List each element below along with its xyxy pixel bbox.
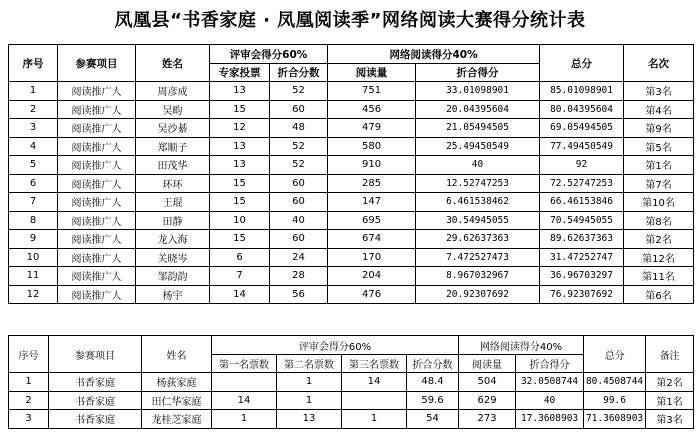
- cell-name: 王琨: [136, 193, 210, 212]
- cell-project: 阅读推广人: [58, 248, 136, 267]
- cell-votes: 15: [210, 174, 270, 193]
- cell-rscore: 60: [270, 230, 328, 249]
- family-score-table: [8, 335, 694, 429]
- cell-reads: 479: [328, 119, 416, 138]
- cell-seq: 12: [9, 285, 58, 304]
- cell-rank: 第11名: [624, 267, 694, 286]
- cell-rank: 第8名: [624, 211, 694, 230]
- header-review-group: 评审会得分60%: [210, 45, 328, 64]
- promoter-score-table: [8, 44, 694, 304]
- cell-total: 72.52747253: [540, 174, 624, 193]
- cell-reads: 751: [328, 82, 416, 101]
- cell-rscore: 56: [270, 285, 328, 304]
- cell-total: 99.6: [584, 391, 646, 410]
- header-note: 备注: [646, 336, 694, 373]
- cell-v2: 1: [277, 391, 342, 410]
- cell-votes: 13: [210, 137, 270, 156]
- header-online-score: 折合得分: [416, 64, 540, 82]
- cell-project: 阅读推广人: [58, 156, 136, 175]
- cell-reads: 695: [328, 211, 416, 230]
- header-rank: 名次: [624, 45, 694, 82]
- cell-name: 环环: [136, 174, 210, 193]
- cell-project: 阅读推广人: [58, 193, 136, 212]
- cell-note: 第1名: [646, 391, 694, 410]
- cell-rank: 第6名: [624, 285, 694, 304]
- cell-rank: 第10名: [624, 193, 694, 212]
- header-project: 参赛项目: [58, 45, 136, 82]
- cell-reads: 285: [328, 174, 416, 193]
- cell-votes: 15: [210, 193, 270, 212]
- cell-seq: 7: [9, 193, 58, 212]
- cell-name: 田仁华家庭: [142, 391, 212, 410]
- cell-name: 邹韵韵: [136, 267, 210, 286]
- cell-project: 阅读推广人: [58, 100, 136, 119]
- cell-seq: 9: [9, 230, 58, 249]
- cell-rscore: 40: [270, 211, 328, 230]
- cell-rscore: 28: [270, 267, 328, 286]
- cell-total: 36.96703297: [540, 267, 624, 286]
- cell-total: 31.47252747: [540, 248, 624, 267]
- cell-rank: 第12名: [624, 248, 694, 267]
- cell-v1: [212, 373, 277, 392]
- cell-reads: 204: [328, 267, 416, 286]
- cell-v1: 14: [212, 391, 277, 410]
- cell-project: 书香家庭: [49, 410, 142, 429]
- cell-project: 阅读推广人: [58, 82, 136, 101]
- header-review-score: 折合分数: [270, 64, 328, 82]
- table-row: [9, 174, 694, 193]
- table-row: [9, 82, 694, 101]
- cell-name: 吴沙綦: [136, 119, 210, 138]
- cell-total: 70.54945055: [540, 211, 624, 230]
- cell-rscore: 59.6: [407, 391, 459, 410]
- header-expert-votes: 专家投票: [210, 64, 270, 82]
- cell-reads: 580: [328, 137, 416, 156]
- cell-votes: 6: [210, 248, 270, 267]
- cell-votes: 12: [210, 119, 270, 138]
- cell-reads: 674: [328, 230, 416, 249]
- header-project: 参赛项目: [49, 336, 142, 373]
- table-row: [9, 156, 694, 175]
- cell-total: 76.92307692: [540, 285, 624, 304]
- table-row: [9, 193, 694, 212]
- cell-total: 77.49450549: [540, 137, 624, 156]
- cell-rscore: 52: [270, 137, 328, 156]
- cell-rank: 第2名: [624, 230, 694, 249]
- cell-oscore: 17.3608903: [516, 410, 584, 429]
- cell-v3: 1: [342, 410, 407, 429]
- cell-name: 杨宇: [136, 285, 210, 304]
- cell-seq: 1: [9, 373, 49, 392]
- table-row: [9, 373, 694, 392]
- cell-seq: 4: [9, 137, 58, 156]
- cell-oscore: 21.05494505: [416, 119, 540, 138]
- cell-oscore: 40: [516, 391, 584, 410]
- cell-note: 第2名: [646, 373, 694, 392]
- cell-votes: 10: [210, 211, 270, 230]
- cell-total: 69.05494505: [540, 119, 624, 138]
- cell-rank: 第7名: [624, 174, 694, 193]
- table-row: [9, 137, 694, 156]
- header-name: 姓名: [136, 45, 210, 82]
- cell-project: 阅读推广人: [58, 285, 136, 304]
- cell-total: 71.3608903: [584, 410, 646, 429]
- cell-rscore: 60: [270, 193, 328, 212]
- cell-votes: 15: [210, 100, 270, 119]
- cell-votes: 13: [210, 156, 270, 175]
- table-row: [9, 100, 694, 119]
- cell-votes: 15: [210, 230, 270, 249]
- cell-rscore: 48: [270, 119, 328, 138]
- cell-seq: 2: [9, 100, 58, 119]
- table-row: [9, 391, 694, 410]
- header-total: 总分: [584, 336, 646, 373]
- cell-project: 阅读推广人: [58, 119, 136, 138]
- header-online-group: 网络阅读得分40%: [328, 45, 540, 64]
- cell-seq: 5: [9, 156, 58, 175]
- cell-reads: 476: [328, 285, 416, 304]
- cell-project: 阅读推广人: [58, 211, 136, 230]
- page-title: 凤凰县“书香家庭 · 凤凰阅读季”网络阅读大赛得分统计表: [114, 10, 586, 31]
- cell-project: 阅读推广人: [58, 230, 136, 249]
- header-seq: 序号: [9, 45, 58, 82]
- table-row: [9, 211, 694, 230]
- header-second-votes: 第二名票数: [277, 355, 342, 373]
- cell-seq: 3: [9, 410, 49, 429]
- cell-oscore: 25.49450549: [416, 137, 540, 156]
- header-read-count: 阅读量: [459, 355, 516, 373]
- header-seq: 序号: [9, 336, 49, 373]
- cell-oscore: 33.01098901: [416, 82, 540, 101]
- cell-rank: 第9名: [624, 119, 694, 138]
- cell-total: 89.62637363: [540, 230, 624, 249]
- cell-name: 田茂华: [136, 156, 210, 175]
- cell-total: 80.4508744: [584, 373, 646, 392]
- table-row: [9, 267, 694, 286]
- cell-rank: 第4名: [624, 100, 694, 119]
- cell-votes: 7: [210, 267, 270, 286]
- cell-rscore: 60: [270, 174, 328, 193]
- cell-v3: [342, 391, 407, 410]
- cell-oscore: 40: [416, 156, 540, 175]
- cell-seq: 11: [9, 267, 58, 286]
- cell-project: 书香家庭: [49, 373, 142, 392]
- cell-name: 田静: [136, 211, 210, 230]
- cell-total: 80.04395604: [540, 100, 624, 119]
- cell-name: 吴畇: [136, 100, 210, 119]
- cell-rscore: 52: [270, 82, 328, 101]
- cell-rscore: 52: [270, 156, 328, 175]
- header-online-group: 网络阅读得分40%: [459, 336, 584, 355]
- table-row: [9, 410, 694, 429]
- cell-reads: 504: [459, 373, 516, 392]
- cell-reads: 273: [459, 410, 516, 429]
- header-name: 姓名: [142, 336, 212, 373]
- table-row: [9, 248, 694, 267]
- cell-oscore: 6.461538462: [416, 193, 540, 212]
- cell-project: 阅读推广人: [58, 267, 136, 286]
- cell-v1: 1: [212, 410, 277, 429]
- cell-project: 阅读推广人: [58, 174, 136, 193]
- cell-total: 66.46153846: [540, 193, 624, 212]
- cell-rank: 第3名: [624, 82, 694, 101]
- cell-rscore: 24: [270, 248, 328, 267]
- cell-oscore: 30.54945055: [416, 211, 540, 230]
- cell-seq: 8: [9, 211, 58, 230]
- cell-rank: 第5名: [624, 137, 694, 156]
- header-third-votes: 第三名票数: [342, 355, 407, 373]
- cell-total: 85.01098901: [540, 82, 624, 101]
- cell-seq: 2: [9, 391, 49, 410]
- cell-reads: 629: [459, 391, 516, 410]
- cell-oscore: 7.472527473: [416, 248, 540, 267]
- cell-project: 书香家庭: [49, 391, 142, 410]
- cell-note: 第3名: [646, 410, 694, 429]
- cell-rscore: 48.4: [407, 373, 459, 392]
- cell-seq: 3: [9, 119, 58, 138]
- cell-name: 杨荻家庭: [142, 373, 212, 392]
- cell-name: 郑顺子: [136, 137, 210, 156]
- cell-oscore: 29.62637363: [416, 230, 540, 249]
- cell-reads: 910: [328, 156, 416, 175]
- cell-oscore: 20.92307692: [416, 285, 540, 304]
- cell-seq: 1: [9, 82, 58, 101]
- cell-oscore: 8.967032967: [416, 267, 540, 286]
- cell-seq: 10: [9, 248, 58, 267]
- cell-rscore: 60: [270, 100, 328, 119]
- cell-name: 龙入海: [136, 230, 210, 249]
- cell-rscore: 54: [407, 410, 459, 429]
- table-row: [9, 285, 694, 304]
- cell-v3: 14: [342, 373, 407, 392]
- cell-name: 周彦成: [136, 82, 210, 101]
- cell-seq: 6: [9, 174, 58, 193]
- cell-oscore: 12.52747253: [416, 174, 540, 193]
- cell-votes: 13: [210, 82, 270, 101]
- cell-oscore: 32.0508744: [516, 373, 584, 392]
- header-review-group: 评审会得分60%: [212, 336, 459, 355]
- cell-v2: 1: [277, 373, 342, 392]
- header-review-score: 折合分数: [407, 355, 459, 373]
- header-total: 总分: [540, 45, 624, 82]
- header-read-count: 阅读量: [328, 64, 416, 82]
- cell-reads: 456: [328, 100, 416, 119]
- cell-reads: 147: [328, 193, 416, 212]
- table-row: [9, 230, 694, 249]
- cell-name: 龙桂芝家庭: [142, 410, 212, 429]
- header-first-votes: 第一名票数: [212, 355, 277, 373]
- cell-votes: 14: [210, 285, 270, 304]
- cell-oscore: 20.04395604: [416, 100, 540, 119]
- header-online-score: 折合得分: [516, 355, 584, 373]
- table-row: [9, 119, 694, 138]
- cell-project: 阅读推广人: [58, 137, 136, 156]
- cell-rank: 第1名: [624, 156, 694, 175]
- cell-v2: 13: [277, 410, 342, 429]
- cell-reads: 170: [328, 248, 416, 267]
- cell-name: 关晓岑: [136, 248, 210, 267]
- cell-total: 92: [540, 156, 624, 175]
